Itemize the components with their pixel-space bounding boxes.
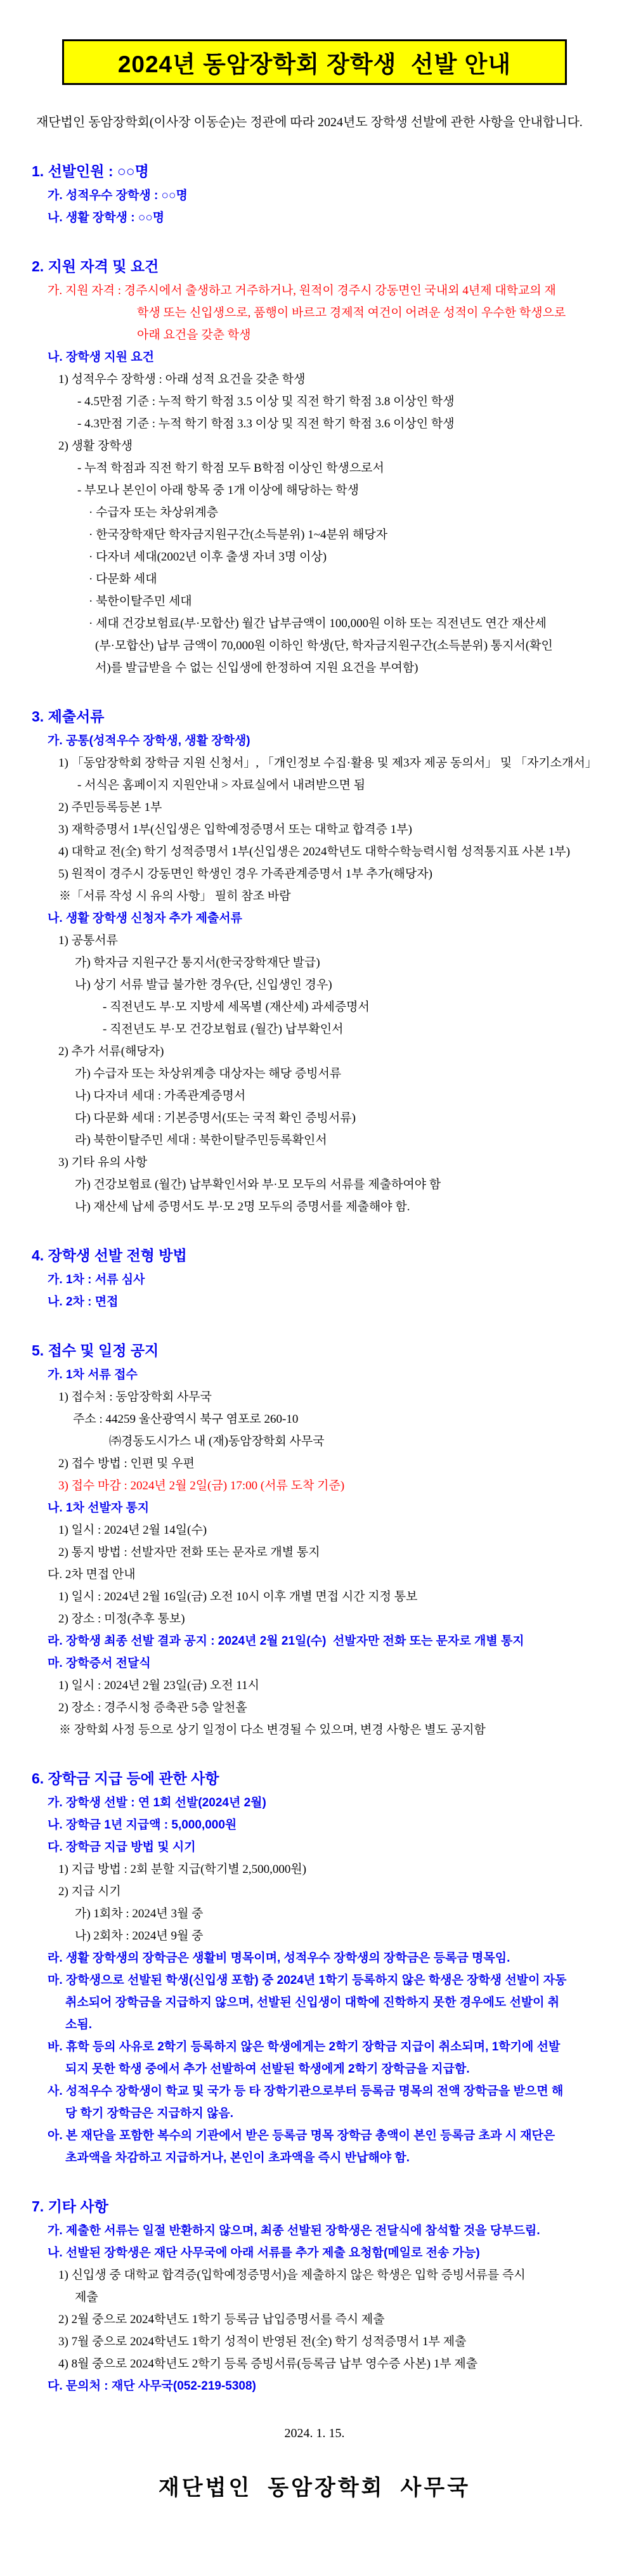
doc-line: - 직전년도 부·모 건강보험료 (월간) 납부확인서 xyxy=(103,1023,344,1036)
section-heading: 1. 선발인원 : ○○명 xyxy=(32,163,149,179)
doc-line: - 서식은 홈페이지 지원안내 > 자료실에서 내려받으면 됨 xyxy=(77,779,366,792)
doc-line: 3) 기타 유의 사항 xyxy=(58,1156,148,1169)
doc-line: 2) 장소 : 경주시청 증축관 5층 알천홀 xyxy=(58,1701,247,1714)
doc-line: 나. 장학금 1년 지급액 : 5,000,000원 xyxy=(48,1818,237,1832)
section-heading: 2. 지원 자격 및 요건 xyxy=(32,258,159,275)
doc-line: 나. 생활 장학생 : ○○명 xyxy=(48,211,165,224)
doc-line: 1) 성적우수 장학생 : 아래 성적 요건을 갖춘 학생 xyxy=(58,373,306,386)
doc-line: 학생 또는 신입생으로, 품행이 바르고 경제적 여건이 어려운 성적이 우수한 학생으로 xyxy=(137,306,566,320)
doc-line: 3) 재학증명서 1부(신입생은 입학예정증명서 또는 대학교 합격증 1부) xyxy=(58,823,412,836)
doc-line: - 직전년도 부·모 지방세 세목별 (재산세) 과세증명서 xyxy=(103,1000,370,1014)
doc-line: 2) 생활 장학생 xyxy=(58,439,133,453)
doc-line: 2) 주민등록등본 1부 xyxy=(58,801,162,814)
doc-line: 1) 「동암장학회 장학금 지원 신청서」, 「개인정보 수집·활용 및 제3자 제공 동의서」 및 「자기소개서」 xyxy=(58,756,597,770)
doc-line: 가. 장학생 선발 : 연 1회 선발(2024년 2월) xyxy=(48,1796,266,1809)
section-heading: 5. 접수 및 일정 공지 xyxy=(32,1342,159,1359)
doc-line: 가. 제출한 서류는 일절 반환하지 않으며, 최종 선발된 장학생은 전달식에 참석할 것을 당부드림. xyxy=(48,2224,540,2237)
doc-line: 라) 북한이탈주민 세대 : 북한이탈주민등록확인서 xyxy=(75,1134,327,1147)
doc-line: 취소되어 장학금을 지급하지 않으며, 선발된 신입생이 대학에 진학하지 못한 경우에도 선발이 취 xyxy=(65,1996,560,2009)
doc-line: 사. 성적우수 장학생이 학교 및 국가 등 타 장학기관으로부터 등록금 명목의 전액 장학금을 받으면 해 xyxy=(48,2085,564,2098)
doc-line: 다. 문의처 : 재단 사무국(052-219-5308) xyxy=(48,2379,256,2393)
doc-line: - 4.3만점 기준 : 누적 학기 학점 3.3 이상 및 직전 학기 학점 3.6 이상인 학생 xyxy=(77,417,455,430)
doc-line: ※ 장학회 사정 등으로 상기 일정이 다소 변경될 수 있으며, 변경 사항은 별도 공지함 xyxy=(59,1723,486,1737)
doc-line: - 4.5만점 기준 : 누적 학기 학점 3.5 이상 및 직전 학기 학점 3.8 이상인 학생 xyxy=(77,395,455,408)
doc-line: · 다문화 세대 xyxy=(89,573,157,586)
doc-line: - 부모나 본인이 아래 항목 중 1개 이상에 해당하는 학생 xyxy=(77,484,360,497)
doc-line: 3) 7월 중으로 2024학년도 1학기 성적이 반영된 전(全) 학기 성적증명서 1부 제출 xyxy=(58,2335,467,2348)
doc-line: 바. 휴학 등의 사유로 2학기 등록하지 않은 학생에게는 2학기 장학금 지급이 취소되며, 1학기에 선발 xyxy=(48,2040,561,2054)
doc-line: 다. 2차 면접 안내 xyxy=(48,1568,136,1581)
doc-line: 2) 장소 : 미정(추후 통보) xyxy=(58,1612,185,1626)
doc-line: 초과액을 차감하고 지급하거나, 본인이 초과액을 즉시 반납해야 함. xyxy=(65,2151,410,2165)
doc-line: 5) 원적이 경주시 강동면인 학생인 경우 가족관계증명서 1부 추가(해당자) xyxy=(58,867,432,881)
doc-line: ※「서류 작성 시 유의 사항」 필히 참조 바람 xyxy=(59,890,291,903)
doc-line: 당 학기 장학금은 지급하지 않음. xyxy=(65,2107,233,2120)
doc-line: 1) 일시 : 2024년 2월 14일(수) xyxy=(58,1524,207,1537)
doc-line: · 다자녀 세대(2002년 이후 출생 자녀 3명 이상) xyxy=(89,550,327,564)
doc-line: 다) 다문화 세대 : 기본증명서(또는 국적 확인 증빙서류) xyxy=(75,1111,356,1125)
doc-line: · 한국장학재단 학자금지원구간(소득분위) 1~4분위 해당자 xyxy=(89,528,388,541)
doc-line: 마. 장학생으로 선발된 학생(신입생 포함) 중 2024년 1학기 등록하지 않은 학생은 장학생 선발이 자동 xyxy=(48,1974,567,1987)
issuer-signature: 재단법인 동암장학회 사무국 xyxy=(158,2476,471,2500)
doc-line: 가. 공통(성적우수 장학생, 생활 장학생) xyxy=(48,734,250,748)
doc-line: 가. 1차 서류 접수 xyxy=(48,1368,138,1382)
doc-line: 2) 2월 중으로 2024학년도 1학기 등록금 납입증명서를 즉시 제출 xyxy=(58,2313,385,2326)
section-heading: 7. 기타 사항 xyxy=(32,2198,108,2215)
doc-line: 가. 지원 자격 : 경주시에서 출생하고 거주하거나, 원적이 경주시 강동면인 국내외 4년제 대학교의 재 xyxy=(48,284,556,297)
doc-line: 1) 일시 : 2024년 2월 16일(금) 오전 10시 이후 개별 면접 시간 지정 통보 xyxy=(58,1590,418,1603)
doc-line: 나. 장학생 지원 요건 xyxy=(48,351,154,364)
doc-line: 가. 1차 : 서류 심사 xyxy=(48,1273,145,1286)
doc-line: 되지 못한 학생 중에서 추가 선발하여 선발된 학생에게 2학기 장학금을 지급함. xyxy=(65,2062,470,2076)
doc-line: 1) 신입생 중 대학교 합격증(입학예정증명서)을 제출하지 않은 학생은 입학 증빙서류를 즉시 xyxy=(58,2269,526,2282)
section-heading: 6. 장학금 지급 등에 관한 사항 xyxy=(32,1770,219,1787)
doc-line: 다. 장학금 지급 방법 및 시기 xyxy=(48,1841,196,1854)
doc-line: 나) 다자녀 세대 : 가족관계증명서 xyxy=(75,1089,246,1103)
doc-line: 주소 : 44259 울산광역시 북구 염포로 260-10 xyxy=(73,1413,299,1426)
doc-line: 2) 접수 방법 : 인편 및 우편 xyxy=(58,1457,195,1470)
doc-line: 나) 2회차 : 2024년 9월 중 xyxy=(75,1929,204,1943)
doc-line: ㈜경동도시가스 내 (재)동암장학회 사무국 xyxy=(109,1435,325,1448)
doc-line: 가) 건강보험료 (월간) 납부확인서와 부·모 모두의 서류를 제출하여야 함 xyxy=(75,1178,441,1191)
doc-line: · 북한이탈주민 세대 xyxy=(89,595,192,608)
doc-line: 마. 장학증서 전달식 xyxy=(48,1657,151,1670)
doc-line: 가) 수급자 또는 차상위계층 대상자는 해당 증빙서류 xyxy=(75,1067,342,1080)
doc-line: 1) 공통서류 xyxy=(58,934,118,947)
doc-line: 라. 장학생 최종 선발 결과 공지 : 2024년 2월 21일(수) 선발자만 전화 또는 문자로 개별 통지 xyxy=(48,1634,524,1648)
doc-line: · 수급자 또는 차상위계층 xyxy=(89,506,219,519)
doc-line: 나. 선발된 장학생은 재단 사무국에 아래 서류를 추가 제출 요청함(메일로 전송 가능) xyxy=(48,2246,480,2260)
doc-line: 3) 접수 마감 : 2024년 2월 2일(금) 17:00 (서류 도착 기준) xyxy=(58,1479,345,1492)
doc-line: 나. 2차 : 면접 xyxy=(48,1295,119,1309)
doc-line: 2) 추가 서류(해당자) xyxy=(58,1045,164,1058)
doc-line: · 세대 건강보험료(부·모합산) 월간 납부금액이 100,000원 이하 또는 직전년도 연간 재산세 xyxy=(89,617,547,630)
title-banner xyxy=(62,39,567,85)
doc-line: 2) 통지 방법 : 선발자만 전화 또는 문자로 개별 통지 xyxy=(58,1546,320,1559)
doc-line: 2) 지급 시기 xyxy=(58,1885,121,1898)
section-heading: 3. 제출서류 xyxy=(32,708,105,725)
issue-date: 2024. 1. 15. xyxy=(284,2426,345,2440)
doc-line: 가) 학자금 지원구간 통지서(한국장학재단 발급) xyxy=(75,956,320,969)
doc-line: 아. 본 재단을 포함한 복수의 기관에서 받은 등록금 명목 장학금 총액이 본인 등록금 초과 시 재단은 xyxy=(48,2129,555,2142)
doc-line: 1) 일시 : 2024년 2월 23일(금) 오전 11시 xyxy=(58,1679,259,1692)
doc-line: 나) 재산세 납세 증명서도 부·모 2명 모두의 증명서를 제출해야 함. xyxy=(75,1200,410,1214)
doc-line: 가. 성적우수 장학생 : ○○명 xyxy=(48,189,188,202)
doc-line: 제출 xyxy=(75,2291,98,2304)
doc-line: - 누적 학점과 직전 학기 학점 모두 B학점 이상인 학생으로서 xyxy=(77,462,384,475)
doc-line: 아래 요건을 갖춘 학생 xyxy=(137,328,251,342)
intro-paragraph: 재단법인 동암장학회(이사장 이동순)는 정관에 따라 2024년도 장학생 선발에 관한 사항을 안내합니다. xyxy=(36,115,583,129)
doc-sections xyxy=(0,158,629,2397)
doc-line: 가) 1회차 : 2024년 3월 중 xyxy=(75,1907,204,1920)
doc-line: 라. 생활 장학생의 장학금은 생활비 명목이며, 성적우수 장학생의 장학금은 등록금 명목임. xyxy=(48,1951,510,1965)
doc-line: 1) 지급 방법 : 2회 분할 지급(학기별 2,500,000원) xyxy=(58,1863,307,1876)
doc-line: 나. 1차 선발자 통지 xyxy=(48,1501,150,1515)
doc-line: (부·모합산) 납부 금액이 70,000원 이하인 학생(단, 학자금지원구간(소득분위) 통지서(확인 xyxy=(95,639,553,652)
doc-line: 나) 상기 서류 발급 불가한 경우(단, 신입생인 경우) xyxy=(75,978,332,992)
page-title: 2024년 동암장학회 장학생 선발 안내 xyxy=(117,51,512,77)
doc-line: 1) 접수처 : 동암장학회 사무국 xyxy=(58,1390,212,1404)
doc-line: 나. 생활 장학생 신청자 추가 제출서류 xyxy=(48,912,242,925)
doc-line: 소됨. xyxy=(65,2018,92,2031)
doc-line: 4) 8월 중으로 2024학년도 2학기 등록 증빙서류(등록금 납부 영수증 사본) 1부 제출 xyxy=(58,2357,478,2371)
doc-line: 4) 대학교 전(全) 학기 성적증명서 1부(신입생은 2024학년도 대학수학능력시험 성적통지표 사본 1부) xyxy=(58,845,571,858)
section-heading: 4. 장학생 선발 전형 방법 xyxy=(32,1247,187,1264)
doc-line: 서)를 발급받을 수 없는 신입생에 한정하여 지원 요건을 부여함) xyxy=(95,661,418,675)
